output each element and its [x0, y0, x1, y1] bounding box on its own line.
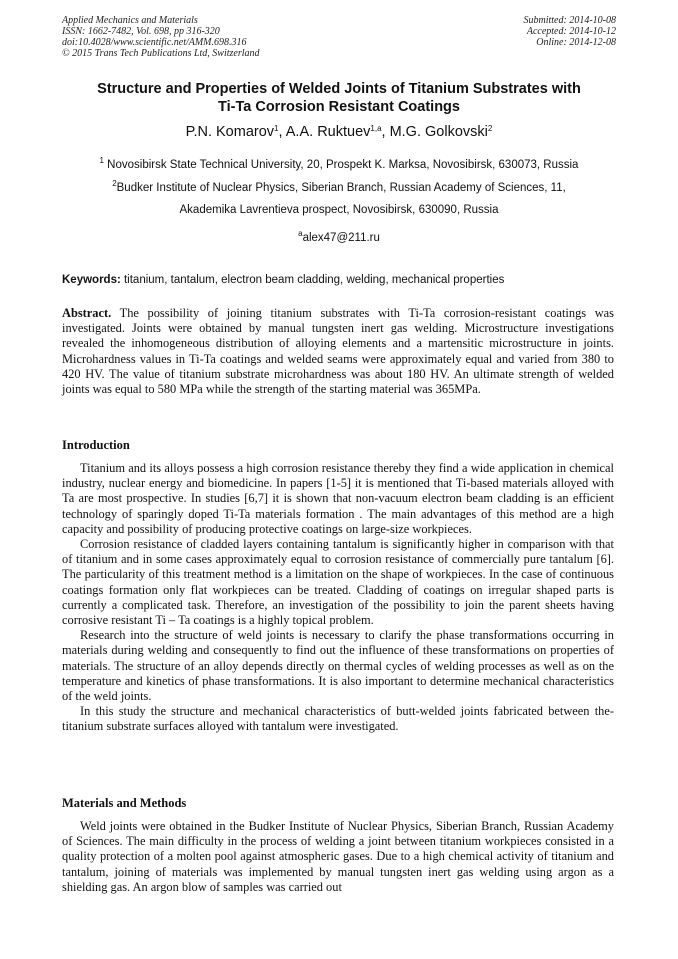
affiliation-1	[40, 158, 638, 172]
keywords-text: titanium, tantalum, electron beam cladding, welding, mechanical properties	[120, 274, 505, 286]
author-affil-mark: 2	[487, 124, 493, 133]
journal-name: Applied Mechanics and Materials	[62, 15, 198, 26]
affiliation-2	[40, 181, 638, 195]
issn: ISSN: 1662-7482, Vol. 698, pp 316-320	[62, 26, 220, 37]
paragraph: Corrosion resistance of cladded layers containing tantalum is significantly higher in comparison with that of titanium and in some cases approximately equal to corrosion resistance of commercially pure tantalum [6]. The particularity of this treatment method is a limitation on the shape of workpieces. In the case of continuous coatings formation only flat workpieces can be treated. Cladding of coatings on irregular shaped parts is currently a complicated task. Therefore, an investigation of the possibility to join the parent sheets having corrosive resistant Ti – Ta coatings is a highly topical problem.	[62, 537, 614, 628]
affil-text: Novosibirsk State Technical University, 20, Prospekt K. Marksa, Novosibirsk, 630073, Russia	[103, 159, 579, 171]
affil-mark: 2	[112, 179, 117, 188]
author-email	[40, 231, 638, 245]
affil-mark: 1	[99, 156, 104, 165]
author-name: P.N. Komarov	[185, 124, 275, 140]
section-heading-methods: Materials and Methods	[62, 796, 187, 810]
paragraph: Weld joints were obtained in the Budker Institute of Nuclear Physics, Siberian Branch, Russian Academy of Sciences. The main difficulty in the process of welding a joint between titanium workpieces consisted in a quality protection of a molten pool against atmospheric gases. Due to a high chemical activity of titanium and tantalum, joining of materials was implemented by manual tungsten inert gas welding using argon as a shielding gas. An argon blow of samples was carried out	[62, 819, 614, 894]
online-date: Online: 2014-12-08	[536, 37, 616, 48]
submitted-date: Submitted: 2014-10-08	[523, 15, 616, 26]
publication-dates	[524, 15, 617, 48]
abstract-paragraph	[62, 306, 614, 397]
author-separator: ,	[278, 124, 286, 140]
author-list	[40, 123, 638, 141]
introduction-body	[62, 461, 614, 735]
keywords-label: Keywords:	[62, 274, 121, 286]
paragraph: Titanium and its alloys possess a high corrosion resistance thereby they find a wide application in chemical industry, nuclear energy and biomedicine. In papers [1-5] it is mentioned that Ti-based materials alloyed with Ta are most prospective. In studies [6,7] it is shown that non-vacuum electron beam cladding is an efficient technology of sparingly doped Ti-Ta materials formation . The main advantages of this method are a high capacity and possibility of producing protective coatings on large-size workpieces.	[62, 461, 614, 536]
paragraph: In this study the structure and mechanical characteristics of butt-welded joints fabricated between the-titanium substrate surfaces alloyed with tantalum were investigated.	[62, 704, 614, 734]
section-heading-introduction: Introduction	[62, 438, 130, 452]
author-affil-mark: 1,a	[370, 124, 382, 133]
abstract-label: Abstract.	[62, 306, 112, 320]
copyright: © 2015 Trans Tech Publications Ltd, Switzerland	[62, 48, 260, 59]
affil-text: Akademika Lavrentieva prospect, Novosibirsk, 630090, Russia	[179, 204, 499, 216]
author-name: M.G. Golkovski	[389, 124, 488, 140]
email-mark: a	[298, 229, 303, 238]
email-address: alex47@211.ru	[302, 232, 380, 244]
doi: doi:10.4028/www.scientific.net/AMM.698.316	[62, 37, 247, 48]
author-separator: ,	[381, 124, 390, 140]
accepted-date: Accepted: 2014-10-12	[526, 26, 616, 37]
paragraph: Research into the structure of weld joints is necessary to clarify the phase transformations occurring in materials during welding and consequently to find out the influence of these transformations on properties of materials. The structure of an alloy depends directly on thermal cycles of welding processes as well as on the temperature and kinetics of phase transformations. It is also important to determine mechanical characteristics of the weld joints.	[62, 628, 614, 704]
abstract-text: The possibility of joining titanium substrates with Ti-Ta corrosion-resistant coatings was investigated. Joints were obtained by manual tungsten inert gas welding. Microstructure investigations revealed the inhomogeneous distribution of alloying elements and a martensitic microstructure in joints. Microhardness values in Ti-Ta coatings and welded seams were approximately equal and varied from 380 to 420 HV. The value of titanium substrate microhardness was about 180 HV. An ultimate strength of welded joints was equal to 580 MPa while the strength of the starting material was 365MPa.	[62, 306, 614, 397]
author-affil-mark: 1	[274, 124, 279, 133]
journal-info	[62, 15, 260, 59]
methods-body	[62, 819, 614, 895]
title-line-1: Structure and Properties of Welded Joints of Titanium Substrates with	[97, 81, 581, 97]
paper-title	[40, 80, 638, 116]
keywords	[62, 273, 504, 287]
affiliation-2-cont	[40, 203, 638, 217]
abstract	[62, 306, 614, 397]
title-line-2: Ti-Ta Corrosion Resistant Coatings	[218, 99, 460, 115]
author-name: A.A. Ruktuev	[285, 124, 371, 140]
affil-text: Budker Institute of Nuclear Physics, Siberian Branch, Russian Academy of Sciences, 11,	[116, 182, 566, 194]
